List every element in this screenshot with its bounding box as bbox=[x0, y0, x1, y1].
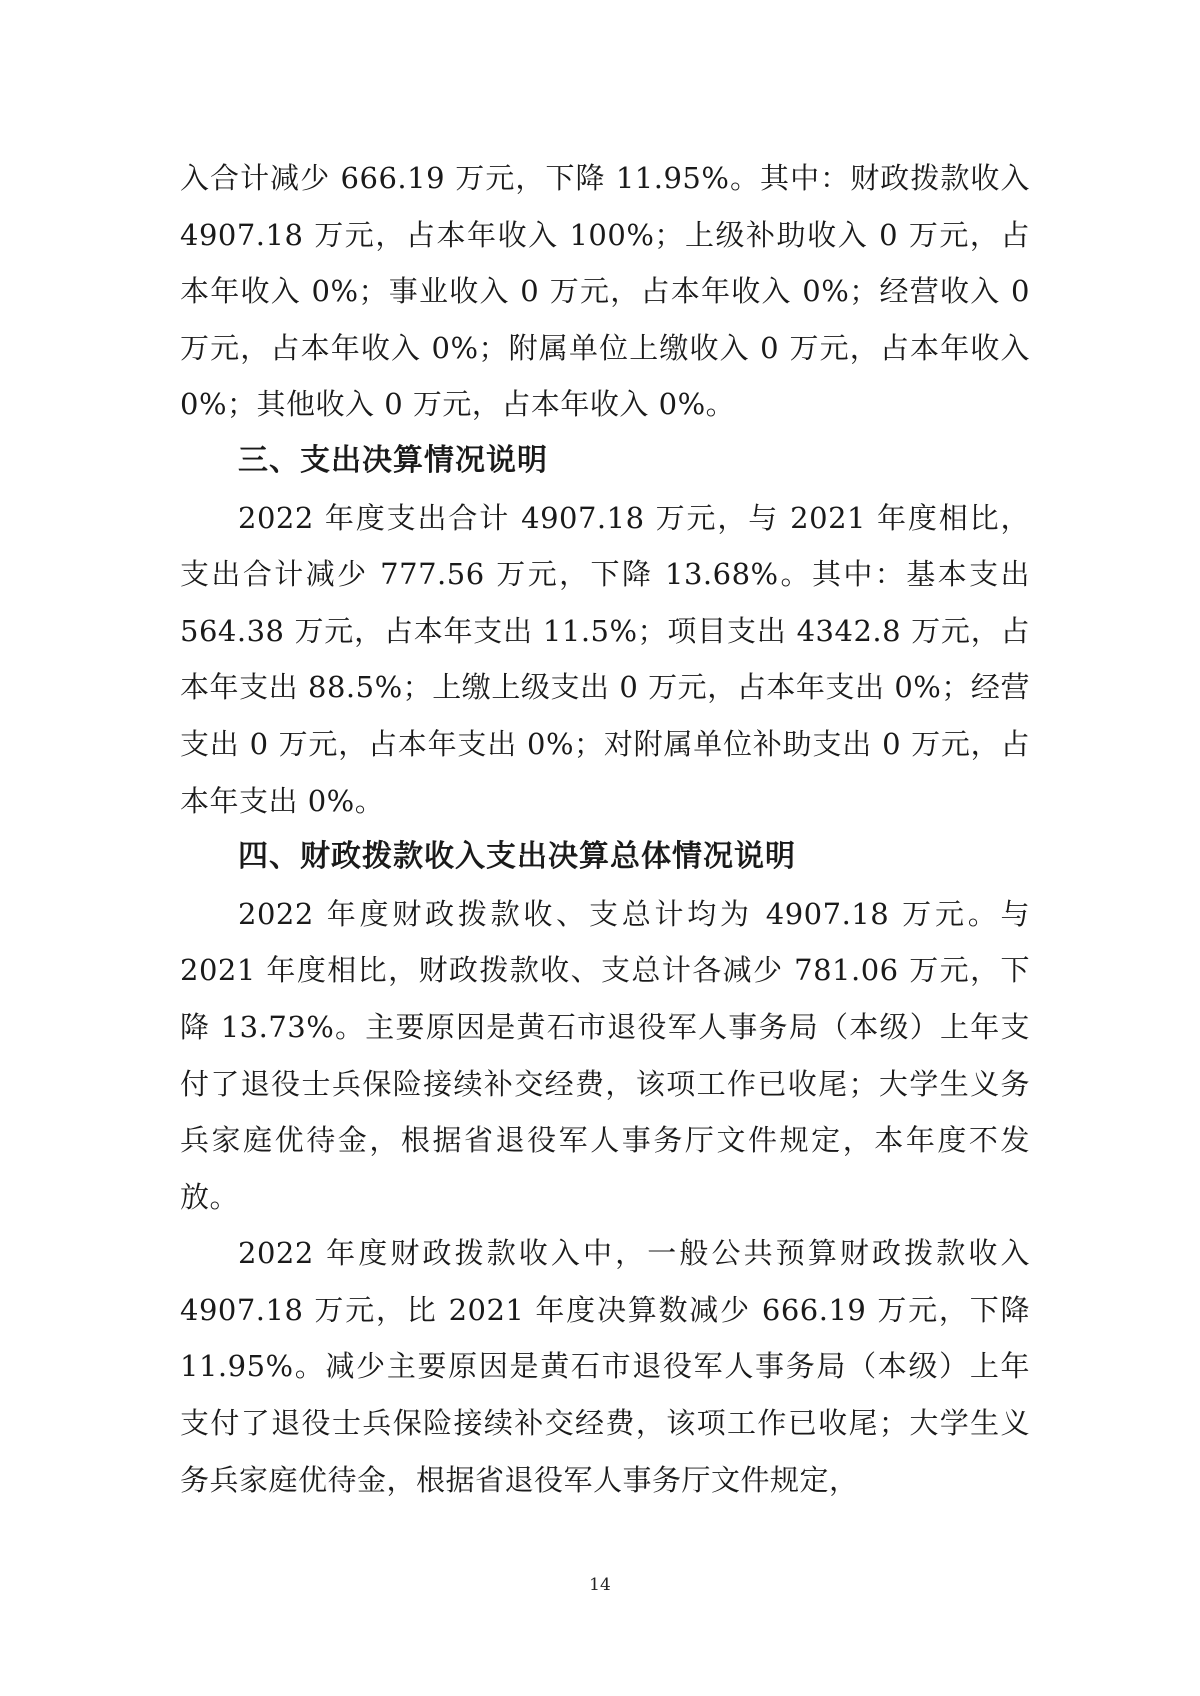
expenditure-paragraph: 2022 年度支出合计 4907.18 万元，与 2021 年度相比，支出合计减少 777.56 万元，下降 13.68%。其中：基本支出 564.38 万元，占本年支出 11.5%；项目支出 4342.8 万元，占本年支出 88.5%；上缴上级支出 0 万元，占本年支出 0%；经营支出 0 万元，占本年支出 0%；对附属单位补助支出 0 万元，占本年支出 0%。 bbox=[180, 500, 1030, 818]
page-number: 14 bbox=[589, 1575, 611, 1595]
fiscal-total-paragraph: 2022 年度财政拨款收、支总计均为 4907.18 万元。与 2021 年度相比，财政拨款收、支总计各减少 781.06 万元，下降 13.73%。主要原因是黄石市退役军人事务局（本级）上年支付了退役士兵保险接续补交经费，该项工作已收尾；大学生义务兵家庭优待金，根据省退役军人事务厅文件规定，本年度不发放。 bbox=[180, 896, 1030, 1214]
document-body bbox=[180, 150, 1030, 1508]
section-heading-fiscal-appropriation: 四、财政拨款收入支出决算总体情况说明 bbox=[238, 839, 796, 875]
income-continuation-paragraph: 入合计减少 666.19 万元，下降 11.95%。其中：财政拨款收入 4907.18 万元，占本年收入 100%；上级补助收入 0 万元，占本年收入 0%；事业收入 0 万元，占本年收入 0%；经营收入 0 万元，占本年收入 0%；附属单位上缴收入 0 万元，占本年收入 0%；其他收入 0 万元，占本年收入 0%。 bbox=[180, 161, 1030, 422]
section-heading-expenditure: 三、支出决算情况说明 bbox=[238, 442, 548, 478]
fiscal-income-paragraph: 2022 年度财政拨款收入中，一般公共预算财政拨款收入 4907.18 万元，比 2021 年度决算数减少 666.19 万元，下降 11.95%。减少主要原因是黄石市退役军人事务局（本级）上年支付了退役士兵保险接续补交经费，该项工作已收尾；大学生义务兵家庭优待金，根据省退役军人事务厅文件规定， bbox=[180, 1236, 1030, 1497]
